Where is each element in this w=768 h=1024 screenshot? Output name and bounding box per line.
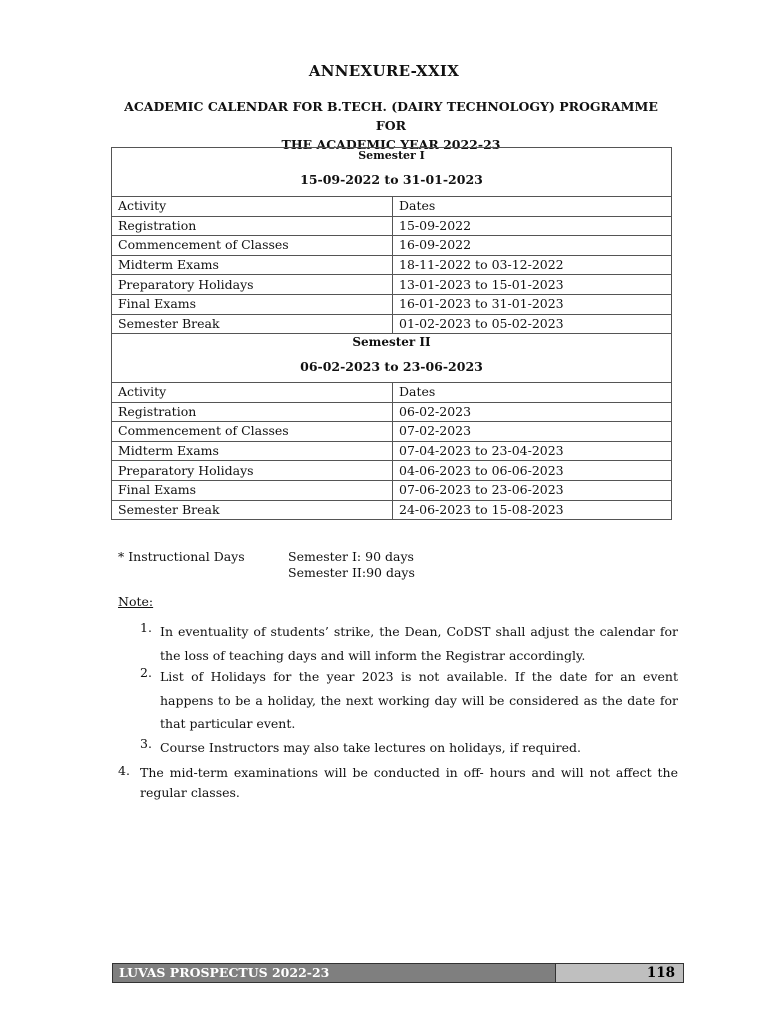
dates-cell: 16-09-2022 xyxy=(393,236,672,256)
dates-cell: 07-04-2023 to 23-04-2023 xyxy=(393,441,672,461)
table-header-row xyxy=(112,383,672,403)
table-row xyxy=(112,441,672,461)
activity-cell: Midterm Exams xyxy=(112,255,393,275)
semester-2-header xyxy=(111,333,672,382)
activity-cell: Semester Break xyxy=(112,314,393,334)
semester-2-label: Semester II xyxy=(352,335,431,349)
note-text: Course Instructors may also take lectures on holidays, if required. xyxy=(160,740,581,755)
table-row xyxy=(112,480,672,500)
table-row xyxy=(112,294,672,314)
dates-cell: 07-06-2023 to 23-06-2023 xyxy=(393,480,672,500)
note-item-1 xyxy=(118,620,678,667)
table-row xyxy=(112,402,672,422)
note-text: The mid-term examinations will be conducted in off- hours and will not affect the regular classes. xyxy=(140,765,678,800)
activity-cell: Final Exams xyxy=(112,294,393,314)
calendar-heading-line-2: THE ACADEMIC YEAR 2022-23 xyxy=(281,137,501,152)
table-row xyxy=(112,216,672,236)
dates-cell: 04-06-2023 to 06-06-2023 xyxy=(393,461,672,481)
activity-cell: Final Exams xyxy=(112,480,393,500)
table-row xyxy=(112,461,672,481)
semester-1-label: Semester I xyxy=(358,149,425,162)
page-footer xyxy=(112,963,684,983)
activity-cell: Semester Break xyxy=(112,500,393,520)
table-row xyxy=(112,500,672,520)
table-row xyxy=(112,236,672,256)
dates-cell: Dates xyxy=(393,383,672,403)
dates-cell: 06-02-2023 xyxy=(393,402,672,422)
semester-1-header xyxy=(111,147,672,196)
activity-cell: Preparatory Holidays xyxy=(112,275,393,295)
calendar-heading-line-1: ACADEMIC CALENDAR FOR B.TECH. (DAIRY TECHNOLOGY) PROGRAMME FOR xyxy=(124,99,658,133)
annexure-title: ANNEXURE-XXIX xyxy=(308,62,460,80)
note-number: 4. xyxy=(118,763,130,778)
note-item-4 xyxy=(118,763,678,803)
note-text: In eventuality of students’ strike, the Dean, CoDST shall adjust the calendar for the loss of teaching days and will inform the Registrar accordingly. xyxy=(160,624,678,663)
instructional-days-values xyxy=(288,549,415,581)
note-number: 2. xyxy=(140,665,152,680)
activity-cell: Midterm Exams xyxy=(112,441,393,461)
table-header-row xyxy=(112,197,672,217)
instructional-days-sem-1: Semester I: 90 days xyxy=(288,549,414,564)
dates-cell: Dates xyxy=(393,197,672,217)
dates-cell: 13-01-2023 to 15-01-2023 xyxy=(393,275,672,295)
table-row xyxy=(112,275,672,295)
activity-cell: Registration xyxy=(112,402,393,422)
footer-publication: LUVAS PROSPECTUS 2022-23 xyxy=(113,964,556,982)
activity-cell: Activity xyxy=(112,383,393,403)
dates-cell: 07-02-2023 xyxy=(393,422,672,442)
semester-1-table xyxy=(111,196,672,334)
activity-cell: Commencement of Classes xyxy=(112,422,393,442)
instructional-days-sem-2: Semester II:90 days xyxy=(288,565,415,580)
activity-cell: Preparatory Holidays xyxy=(112,461,393,481)
semester-1-period: 15-09-2022 to 31-01-2023 xyxy=(300,172,483,187)
note-number: 3. xyxy=(140,736,152,751)
note-number: 1. xyxy=(140,620,152,635)
calendar-heading xyxy=(110,97,672,154)
semester-2-table xyxy=(111,382,672,520)
note-item-2 xyxy=(118,665,678,736)
table-row xyxy=(112,314,672,334)
activity-cell: Registration xyxy=(112,216,393,236)
dates-cell: 16-01-2023 to 31-01-2023 xyxy=(393,294,672,314)
table-row xyxy=(112,255,672,275)
page-number: 118 xyxy=(556,964,683,982)
dates-cell: 24-06-2023 to 15-08-2023 xyxy=(393,500,672,520)
activity-cell: Commencement of Classes xyxy=(112,236,393,256)
note-text: List of Holidays for the year 2023 is not available. If the date for an event happens to be a holiday, the next working day will be considered as the date for that particular event. xyxy=(160,669,678,731)
instructional-days-label: * Instructional Days xyxy=(118,549,245,564)
semester-2-period: 06-02-2023 to 23-06-2023 xyxy=(300,359,483,374)
note-label: Note: xyxy=(118,594,154,609)
activity-cell: Activity xyxy=(112,197,393,217)
dates-cell: 18-11-2022 to 03-12-2022 xyxy=(393,255,672,275)
dates-cell: 01-02-2023 to 05-02-2023 xyxy=(393,314,672,334)
table-row xyxy=(112,422,672,442)
dates-cell: 15-09-2022 xyxy=(393,216,672,236)
note-item-3 xyxy=(118,736,678,760)
